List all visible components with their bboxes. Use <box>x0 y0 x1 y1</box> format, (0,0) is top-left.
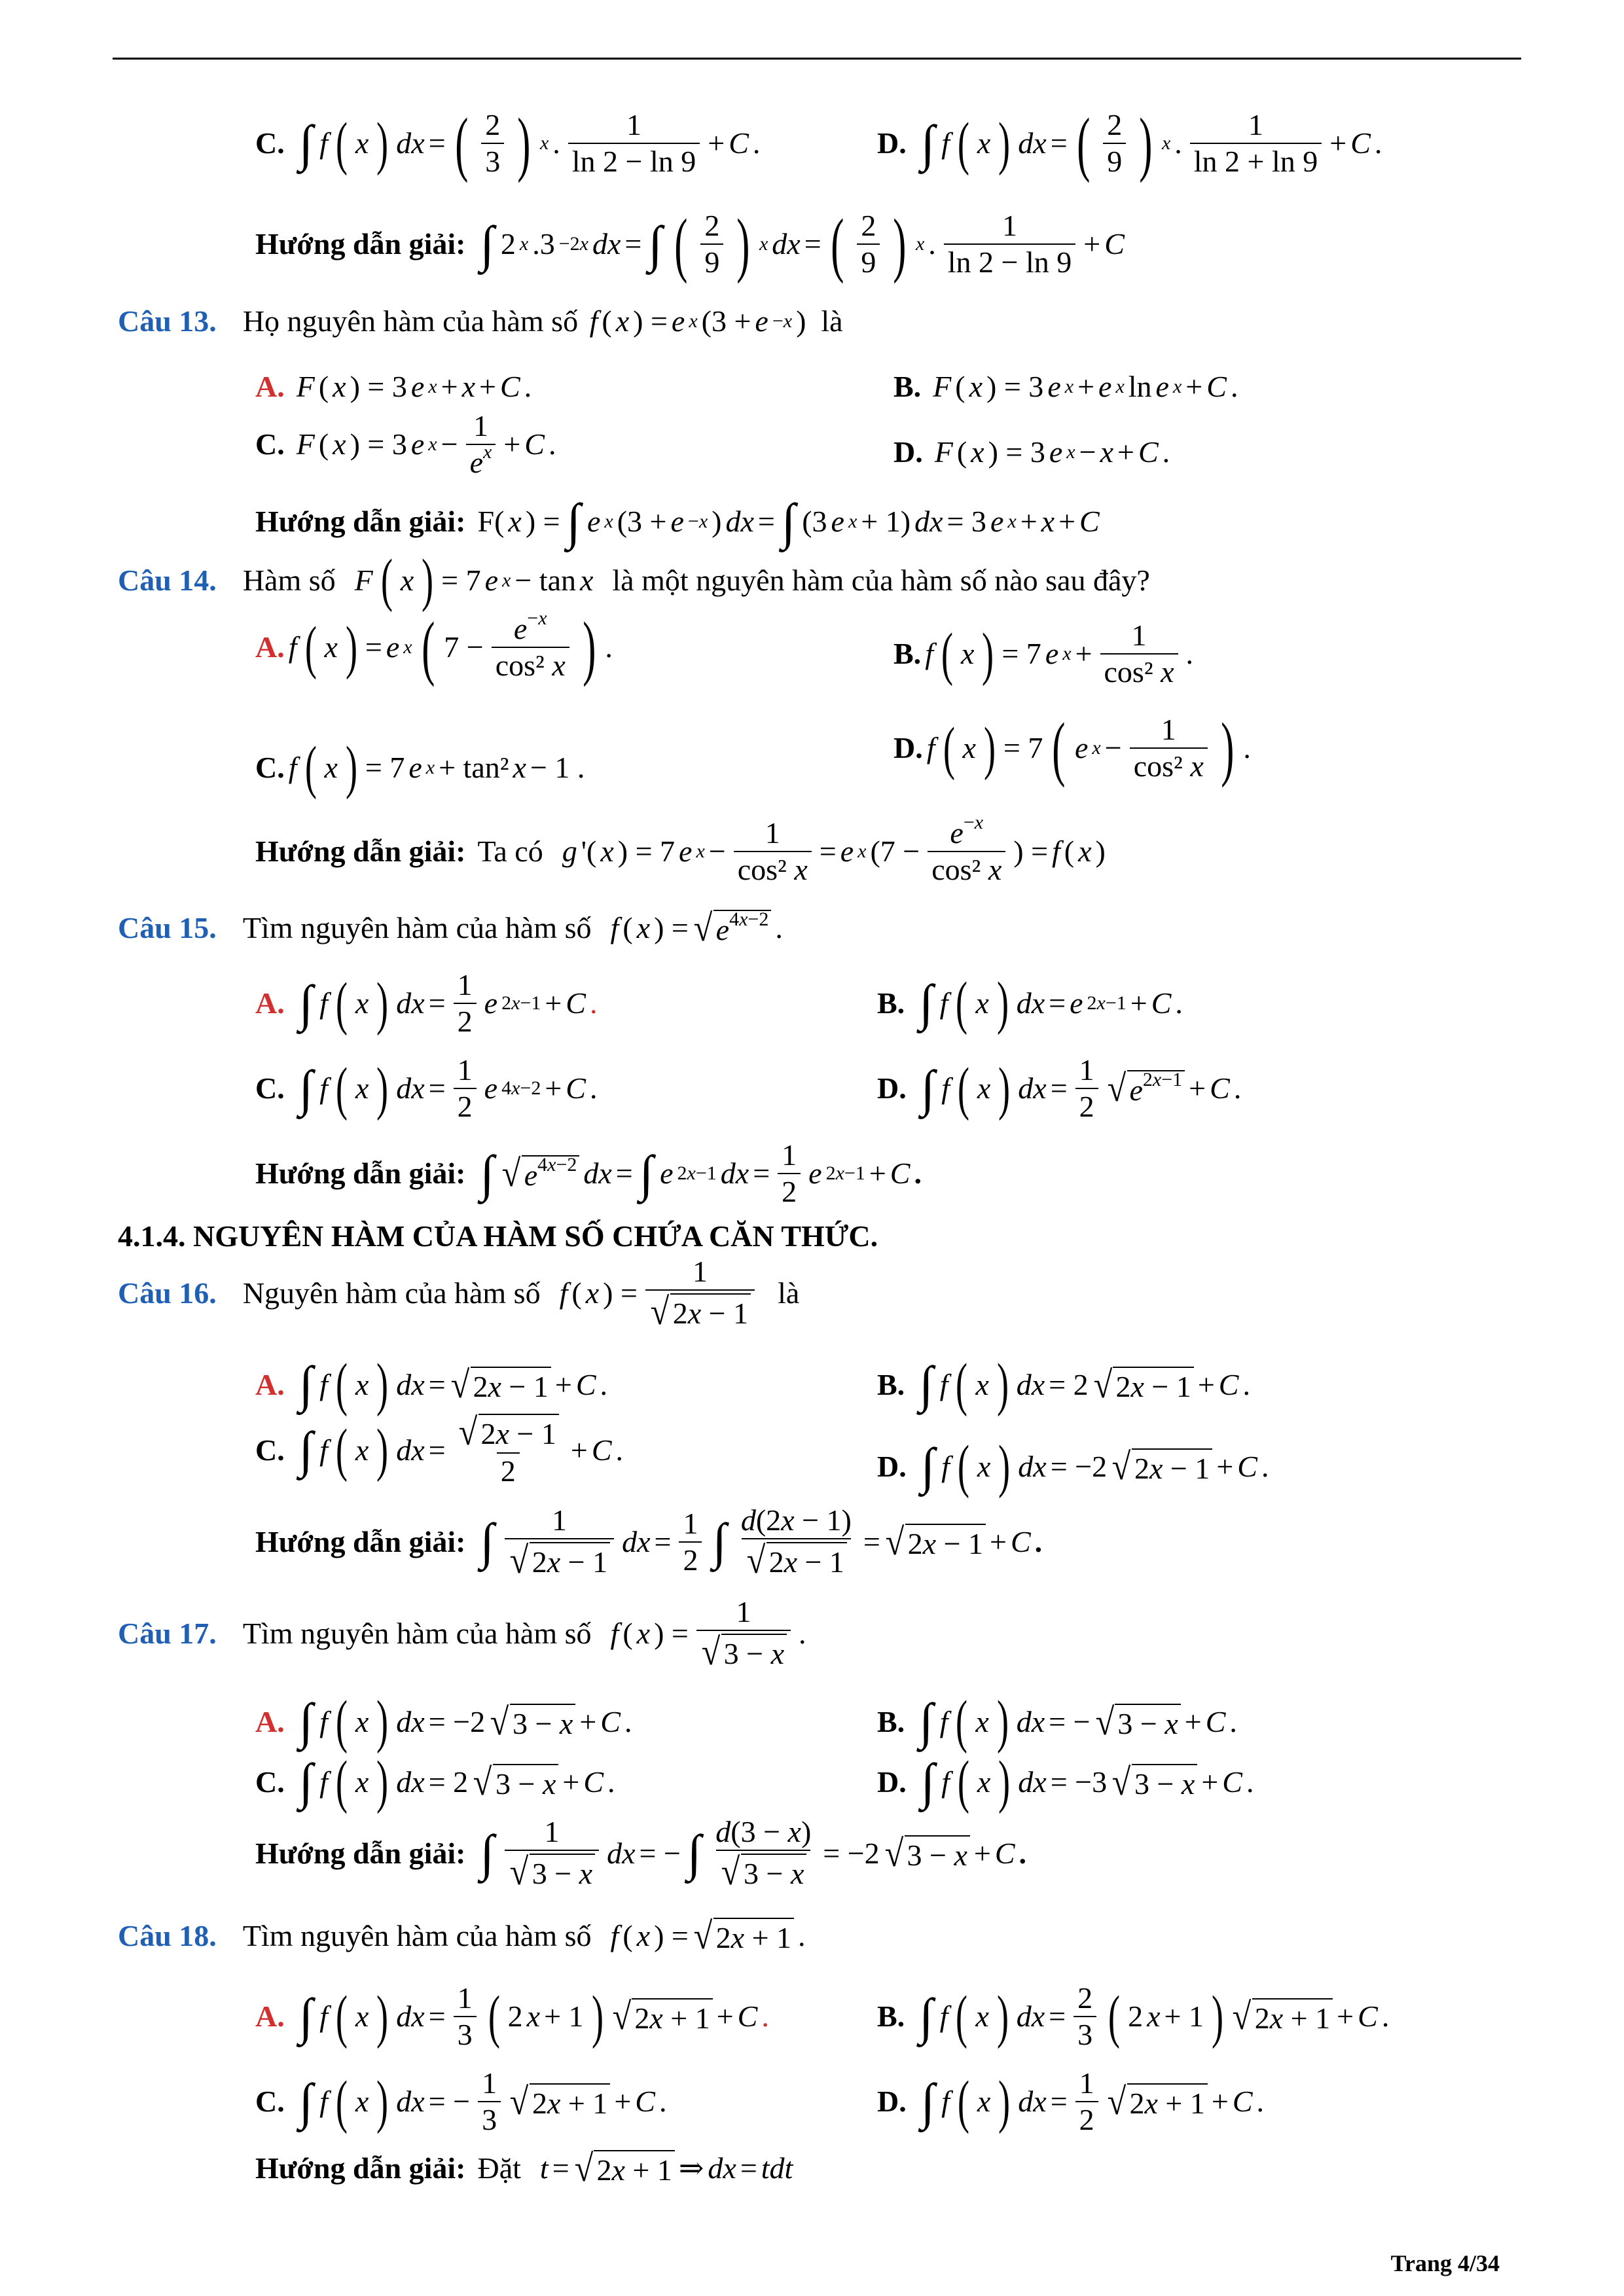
q13-stem: Câu 13. Họ nguyên hàm của hàm số f ( x ) = e x (3 + e −x ) là <box>118 304 843 338</box>
q15-stem: Câu 15. Tìm nguyên hàm của hàm số f ( x ) = √ $e^{4x-2}$ . <box>118 906 783 949</box>
q18-guide: Hướng dẫn giải: Đặt t = √ 2x + 1 ⇒ dx = tdt <box>255 2147 793 2189</box>
q18-option-a: A. ∫ f ( x ) dx = $\frac{1}{3}$ ( 2 x + 1 ) √ 2x + 1 + C . <box>255 1981 769 2051</box>
q15-option-a-formula: ∫ f ( x ) dx = $\frac{1}{2}$ e 2x−1 + C . <box>298 968 598 1038</box>
q14-option-d: D. f ( x ) = 7 ( e x − $\frac{1}{\text{cos² x}}$ ) . <box>893 708 1251 788</box>
q15-option-b-formula: ∫ f ( x ) dx = e 2x−1 + C . <box>919 971 1183 1035</box>
q13-option-b: B. F ( x ) = 3 e x + e x ln e x + C . <box>893 370 1238 403</box>
q15-option-a: A. ∫ f ( x ) dx = $\frac{1}{2}$ e 2x−1 + C . <box>255 968 598 1038</box>
q13-guide: Hướng dẫn giải: F( x ) = ∫ e x (3 + e −x ) dx = ∫ (3 e x + 1) dx = 3 e x + x + C <box>255 493 1100 550</box>
q16-stem: Câu 16. Nguyên hàm của hàm số f ( x ) = 1 √ 2x − 1 là <box>118 1255 800 1333</box>
q14-option-b: B. f ( x ) = 7 e x + $\frac{1}{\text{cos² x}}$ . <box>893 619 1194 689</box>
q12-option-c: C. ∫ f ( x ) dx = ( $\frac{2}{3}$ ) x . $\frac{1}{\ln 2 - \ln 9}$ + C . <box>255 103 761 183</box>
q15-option-d-formula: ∫ f ( x ) dx = $\frac{1}{2}$ √ $e^{2x-1}$ + C . <box>920 1053 1242 1123</box>
q17-option-c: C. ∫ f ( x ) dx = 2 √ 3 − x + C . <box>255 1749 615 1814</box>
q16-option-c: C. ∫ f ( x ) dx = √ 2x − 1 2 + C . <box>255 1410 624 1488</box>
q16-guide: Hướng dẫn giải: ∫ 1 √ 2x − 1 dx = $\frac{1}{2}$ ∫ d(2x − 1) √ 2x − 1 = √ 2x − 1 + C . <box>255 1503 1043 1581</box>
section-heading: 4.1.4. NGUYÊN HÀM CỦA HÀM SỐ CHỨA CĂN THỨC. <box>118 1219 878 1253</box>
q13-guide-formula: F( x ) = ∫ e x (3 + e −x ) dx = ∫ (3 e x + 1) dx = 3 e x + x + C <box>477 493 1100 550</box>
q17-guide-formula: ∫ 1 √ 3 − x dx = − ∫ d(3 − x) √ 3 − x = −2 √ 3 − x + C . <box>480 1815 1027 1893</box>
q16-option-d-formula: ∫ f ( x ) dx = −2 √ 2x − 1 + C . <box>920 1434 1269 1499</box>
q17-guide: Hướng dẫn giải: ∫ 1 √ 3 − x dx = − ∫ d(3 − x) √ 3 − x = −2 √ 3 − x + C . <box>255 1815 1027 1893</box>
q13-option-a-formula: F ( x ) = 3 e x + x + C . <box>296 370 532 403</box>
q14-option-c-formula: f ( x ) = 7 e x + tan² x − 1 . <box>288 735 585 800</box>
q18-guide-formula: Đặt t = √ 2x + 1 ⇒ dx = tdt <box>477 2147 793 2189</box>
q13-option-c-formula: F ( x ) = 3 e x − $\frac{1}{e^x}$ + C . <box>296 409 556 479</box>
q18-option-b: B. ∫ f ( x ) dx = $\frac{2}{3}$ ( 2 x + 1 ) √ 2x + 1 + C . <box>877 1981 1390 2051</box>
q17-option-d: D. ∫ f ( x ) dx = −3 √ 3 − x + C . <box>877 1749 1254 1814</box>
q18-stem: Câu 18. Tìm nguyên hàm của hàm số f ( x ) = √ 2x + 1 . <box>118 1914 806 1957</box>
q14-option-a-formula: f ( x ) = e x ( 7 − $\frac{e^{-x}}{\text{cos² x}}$ ) . <box>288 607 613 687</box>
q13-option-c: C. F ( x ) = 3 e x − $\frac{1}{e^x}$ + C . <box>255 409 556 479</box>
q14-stem-text: Hàm số F ( x ) = 7 e x − tan x là một nguyên hàm của hàm số nào sau đây? <box>242 548 1150 613</box>
q17-option-a: A. ∫ f ( x ) dx = −2 √ 3 − x + C . <box>255 1689 632 1754</box>
q18-option-d-formula: ∫ f ( x ) dx = $\frac{1}{2}$ √ 2x + 1 + C . <box>920 2066 1265 2136</box>
q12-option-c-formula: ∫ f ( x ) dx = ( $\frac{2}{3}$ ) x . $\frac{1}{\ln 2 - \ln 9}$ + C . <box>298 103 761 183</box>
q13-option-a: A. F ( x ) = 3 e x + x + C . <box>255 370 532 403</box>
q18-option-d: D. ∫ f ( x ) dx = $\frac{1}{2}$ √ 2x + 1 + C . <box>877 2066 1265 2136</box>
q13-option-b-formula: F ( x ) = 3 e x + e x ln e x + C . <box>933 370 1238 403</box>
q16-option-c-formula: ∫ f ( x ) dx = √ 2x − 1 2 + C . <box>298 1410 624 1488</box>
q16-option-d: D. ∫ f ( x ) dx = −2 √ 2x − 1 + C . <box>877 1434 1269 1499</box>
q15-option-c-formula: ∫ f ( x ) dx = $\frac{1}{2}$ e 4x−2 + C . <box>298 1053 598 1123</box>
q12-option-d-formula: ∫ f ( x ) dx = ( $\frac{2}{9}$ ) x . $\frac{1}{\ln 2 + \ln 9}$ + C . <box>920 103 1382 183</box>
q16-stem-text: Nguyên hàm của hàm số f ( x ) = 1 √ 2x − 1 là <box>242 1255 800 1333</box>
q16-option-a-formula: ∫ f ( x ) dx = √ 2x − 1 + C . <box>298 1352 608 1417</box>
header-rule <box>113 58 1521 60</box>
q17-option-a-formula: ∫ f ( x ) dx = −2 √ 3 − x + C . <box>298 1689 632 1754</box>
q18-option-b-formula: ∫ f ( x ) dx = $\frac{2}{3}$ ( 2 x + 1 ) √ 2x + 1 + C . <box>919 1981 1390 2051</box>
q16-option-b: B. ∫ f ( x ) dx = 2 √ 2x − 1 + C . <box>877 1352 1250 1417</box>
q15-guide: Hướng dẫn giải: ∫ √ $e^{4x-2}$ dx = ∫ e 2x−1 dx = $\frac{1}{2}$ e 2x−1 + C . <box>255 1138 922 1208</box>
q15-option-b: B. ∫ f ( x ) dx = e 2x−1 + C . <box>877 971 1183 1035</box>
q15-guide-formula: ∫ √ $e^{4x-2}$ dx = ∫ e 2x−1 dx = $\frac{1}{2}$ e 2x−1 + C . <box>480 1138 922 1208</box>
q13-stem-text: Họ nguyên hàm của hàm số f ( x ) = e x (3 + e −x ) là <box>242 304 843 338</box>
q17-stem: Câu 17. Tìm nguyên hàm của hàm số f ( x ) = 1 √ 3 − x . <box>118 1595 806 1673</box>
q16-guide-formula: ∫ 1 √ 2x − 1 dx = $\frac{1}{2}$ ∫ d(2x − 1) √ 2x − 1 = √ 2x − 1 + C . <box>480 1503 1043 1581</box>
q12-option-d: D. ∫ f ( x ) dx = ( $\frac{2}{9}$ ) x . $\frac{1}{\ln 2 + \ln 9}$ + C . <box>877 103 1382 183</box>
q16-option-b-formula: ∫ f ( x ) dx = 2 √ 2x − 1 + C . <box>919 1352 1250 1417</box>
q12-guide-formula: ∫ 2 x .3 −2x dx = ∫ ( $\frac{2}{9}$ ) x dx = ( $\frac{2}{9}$ ) x . $\frac{1}{\ln 2 - \ln 9}$ + C <box>480 204 1125 284</box>
q15-option-d: D. ∫ f ( x ) dx = $\frac{1}{2}$ √ $e^{2x-1}$ + C . <box>877 1053 1242 1123</box>
q14-option-d-formula: f ( x ) = 7 ( e x − $\frac{1}{\text{cos² x}}$ ) . <box>926 708 1251 788</box>
q14-option-b-formula: f ( x ) = 7 e x + $\frac{1}{\text{cos² x}}$ . <box>925 619 1194 689</box>
q17-option-c-formula: ∫ f ( x ) dx = 2 √ 3 − x + C . <box>298 1749 615 1814</box>
q17-option-b: B. ∫ f ( x ) dx = − √ 3 − x + C . <box>877 1689 1237 1754</box>
q15-option-c: C. ∫ f ( x ) dx = $\frac{1}{2}$ e 4x−2 + C . <box>255 1053 598 1123</box>
q18-option-c-formula: ∫ f ( x ) dx = − $\frac{1}{3}$ √ 2x + 1 + C . <box>298 2066 667 2136</box>
q17-stem-text: Tìm nguyên hàm của hàm số f ( x ) = 1 √ 3 − x . <box>242 1595 806 1673</box>
q13-option-d: D. F ( x ) = 3 e x − x + C . <box>893 435 1170 469</box>
q12-guide: Hướng dẫn giải: ∫ 2 x .3 −2x dx = ∫ ( $\frac{2}{9}$ ) x dx = ( $\frac{2}{9}$ ) x . $\frac{1}{\ln 2 - \ln 9}$ + C <box>255 204 1125 284</box>
q14-guide: Hướng dẫn giải: Ta có g '( x ) = 7 e x − $\frac{1}{\text{cos² x}}$ = e x (7 − $\frac{e^{-x}}{\text{cos² x}}$ ) = f ( x ) <box>255 812 1106 886</box>
q14-guide-formula: Ta có g '( x ) = 7 e x − $\frac{1}{\text{cos² x}}$ = e x (7 − $\frac{e^{-x}}{\text{cos² x}}$ ) = f ( x ) <box>477 812 1106 886</box>
q16-option-a: A. ∫ f ( x ) dx = √ 2x − 1 + C . <box>255 1352 608 1417</box>
q18-option-a-formula: ∫ f ( x ) dx = $\frac{1}{3}$ ( 2 x + 1 ) √ 2x + 1 + C . <box>298 1981 769 2051</box>
q14-stem: Câu 14. Hàm số F ( x ) = 7 e x − tan x là một nguyên hàm của hàm số nào sau đây? <box>118 548 1150 613</box>
q18-option-c: C. ∫ f ( x ) dx = − $\frac{1}{3}$ √ 2x + 1 + C . <box>255 2066 667 2136</box>
q18-stem-text: Tìm nguyên hàm của hàm số f ( x ) = √ 2x + 1 . <box>242 1914 806 1957</box>
page-number: Trang 4/34 <box>1390 2250 1500 2276</box>
q15-stem-text: Tìm nguyên hàm của hàm số f ( x ) = √ $e^{4x-2}$ . <box>242 906 783 949</box>
q14-option-c: C. f ( x ) = 7 e x + tan² x − 1 . <box>255 735 585 800</box>
q17-option-d-formula: ∫ f ( x ) dx = −3 √ 3 − x + C . <box>920 1749 1254 1814</box>
q17-option-b-formula: ∫ f ( x ) dx = − √ 3 − x + C . <box>919 1689 1237 1754</box>
q14-option-a: A. f ( x ) = e x ( 7 − $\frac{e^{-x}}{\text{cos² x}}$ ) . <box>255 607 613 687</box>
q13-option-d-formula: F ( x ) = 3 e x − x + C . <box>934 435 1170 469</box>
